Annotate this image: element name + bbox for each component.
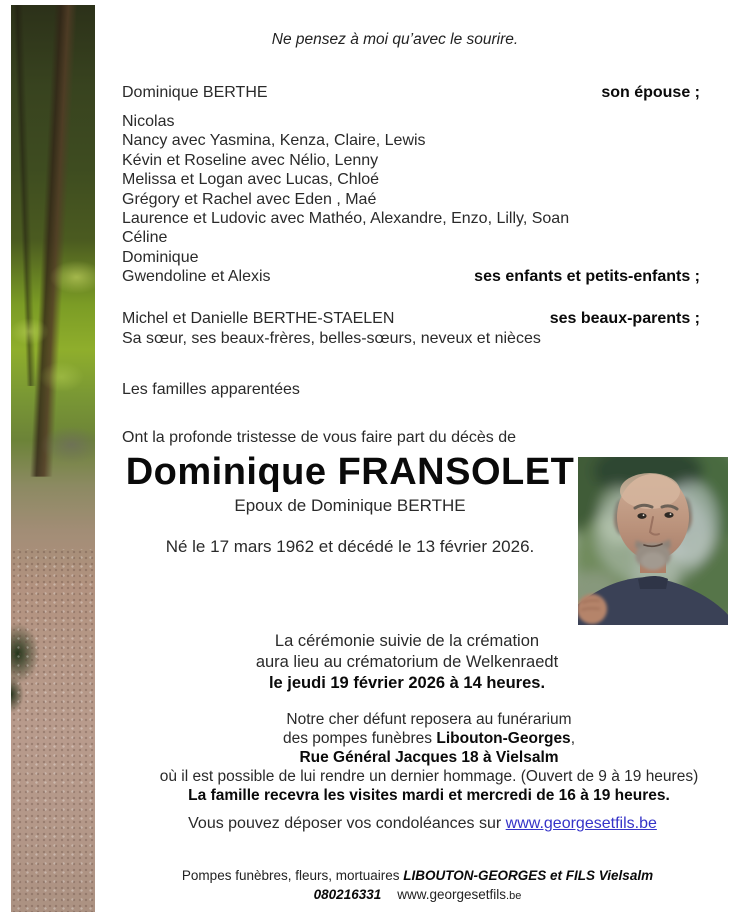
funerarium-line: Notre cher défunt reposera au funérarium xyxy=(286,711,572,728)
funerarium-section xyxy=(120,710,738,805)
inlaws-relation-label: ses beaux-parents ; xyxy=(549,310,700,327)
spouse-relation-label: son épouse ; xyxy=(601,84,700,101)
funerarium-line-text: , xyxy=(570,730,575,747)
children-list xyxy=(122,112,700,287)
deceased-name-block xyxy=(122,451,578,557)
child-line: Gwendoline et Alexis xyxy=(122,268,271,286)
child-line: Kévin et Roseline avec Nélio, Lenny xyxy=(122,151,379,169)
inlaws-row xyxy=(122,309,700,329)
child-line: Céline xyxy=(122,229,168,247)
siblings-line: Sa sœur, ses beaux-frères, belles-sœurs, neveux et nièces xyxy=(122,329,541,347)
footer-text: Pompes funèbres, fleurs, mortuaires xyxy=(181,868,404,883)
footer-website-tld: .be xyxy=(506,890,522,902)
footer-website: www.georgesetfils xyxy=(397,887,507,902)
footer xyxy=(95,866,740,906)
portrait-photo xyxy=(578,457,728,625)
footer-phone: 080216331 xyxy=(313,887,382,902)
birth-death-dates: Né le 17 mars 1962 et décédé le 13 février 2026. xyxy=(165,537,535,556)
footer-company-name: LIBOUTON-GEORGES et FILS Vielsalm xyxy=(403,868,654,883)
child-line: Dominique xyxy=(122,248,199,266)
condolences-text: Vous pouvez déposer vos condoléances sur xyxy=(188,815,506,832)
condolences-line xyxy=(105,815,740,833)
forest-photo-strip xyxy=(11,5,95,912)
spouse-row xyxy=(122,84,700,102)
funerarium-line-text: des pompes funèbres xyxy=(282,730,437,747)
spouse-of-line: Epoux de Dominique BERTHE xyxy=(234,496,466,515)
child-line: Nancy avec Yasmina, Kenza, Claire, Lewis xyxy=(122,132,426,150)
child-line: Melissa et Logan avec Lucas, Chloé xyxy=(122,171,380,189)
related-families-line: Les familles apparentées xyxy=(122,381,300,398)
visits-line: La famille recevra les visites mardi et mercredi de 16 à 19 heures. xyxy=(188,787,670,804)
children-last-row xyxy=(122,267,700,286)
child-line: Grégory et Rachel avec Eden , Maé xyxy=(122,190,377,208)
deceased-name: Dominique FRANSOLET xyxy=(125,451,575,493)
funerarium-line xyxy=(120,729,738,748)
footer-line-1 xyxy=(95,866,740,885)
funerarium-address: Rue Général Jacques 18 à Vielsalm xyxy=(299,749,559,766)
inlaws-section xyxy=(122,309,700,349)
footer-line-2 xyxy=(95,885,740,906)
funerarium-line: où il est possible de lui rendre un dernier hommage. (Ouvert de 9 à 19 heures) xyxy=(159,768,699,785)
gravel-path-texture xyxy=(11,549,95,912)
ceremony-line: La cérémonie suivie de la crémation xyxy=(274,632,540,650)
children-relation-label: ses enfants et petits-enfants ; xyxy=(474,268,700,286)
condolences-website-link[interactable]: www.georgesetfils.be xyxy=(505,815,657,832)
child-line: Laurence et Ludovic avec Mathéo, Alexandre, Enzo, Lilly, Soan xyxy=(122,210,570,228)
memorial-quote: Ne pensez à moi qu’avec le sourire. xyxy=(271,31,519,48)
inlaws-names: Michel et Danielle BERTHE-STAELEN xyxy=(122,310,395,327)
child-line: Nicolas xyxy=(122,113,175,130)
announcement-intro: Ont la profonde tristesse de vous faire part du décès de xyxy=(122,429,517,446)
spouse-name: Dominique BERTHE xyxy=(122,84,268,101)
ceremony-line: aura lieu au crématorium de Welkenraedt xyxy=(255,653,559,671)
ceremony-datetime: le jeudi 19 février 2026 à 14 heures. xyxy=(268,674,546,692)
ceremony-section xyxy=(95,631,719,694)
funeral-home-name: Libouton-Georges xyxy=(436,730,571,747)
